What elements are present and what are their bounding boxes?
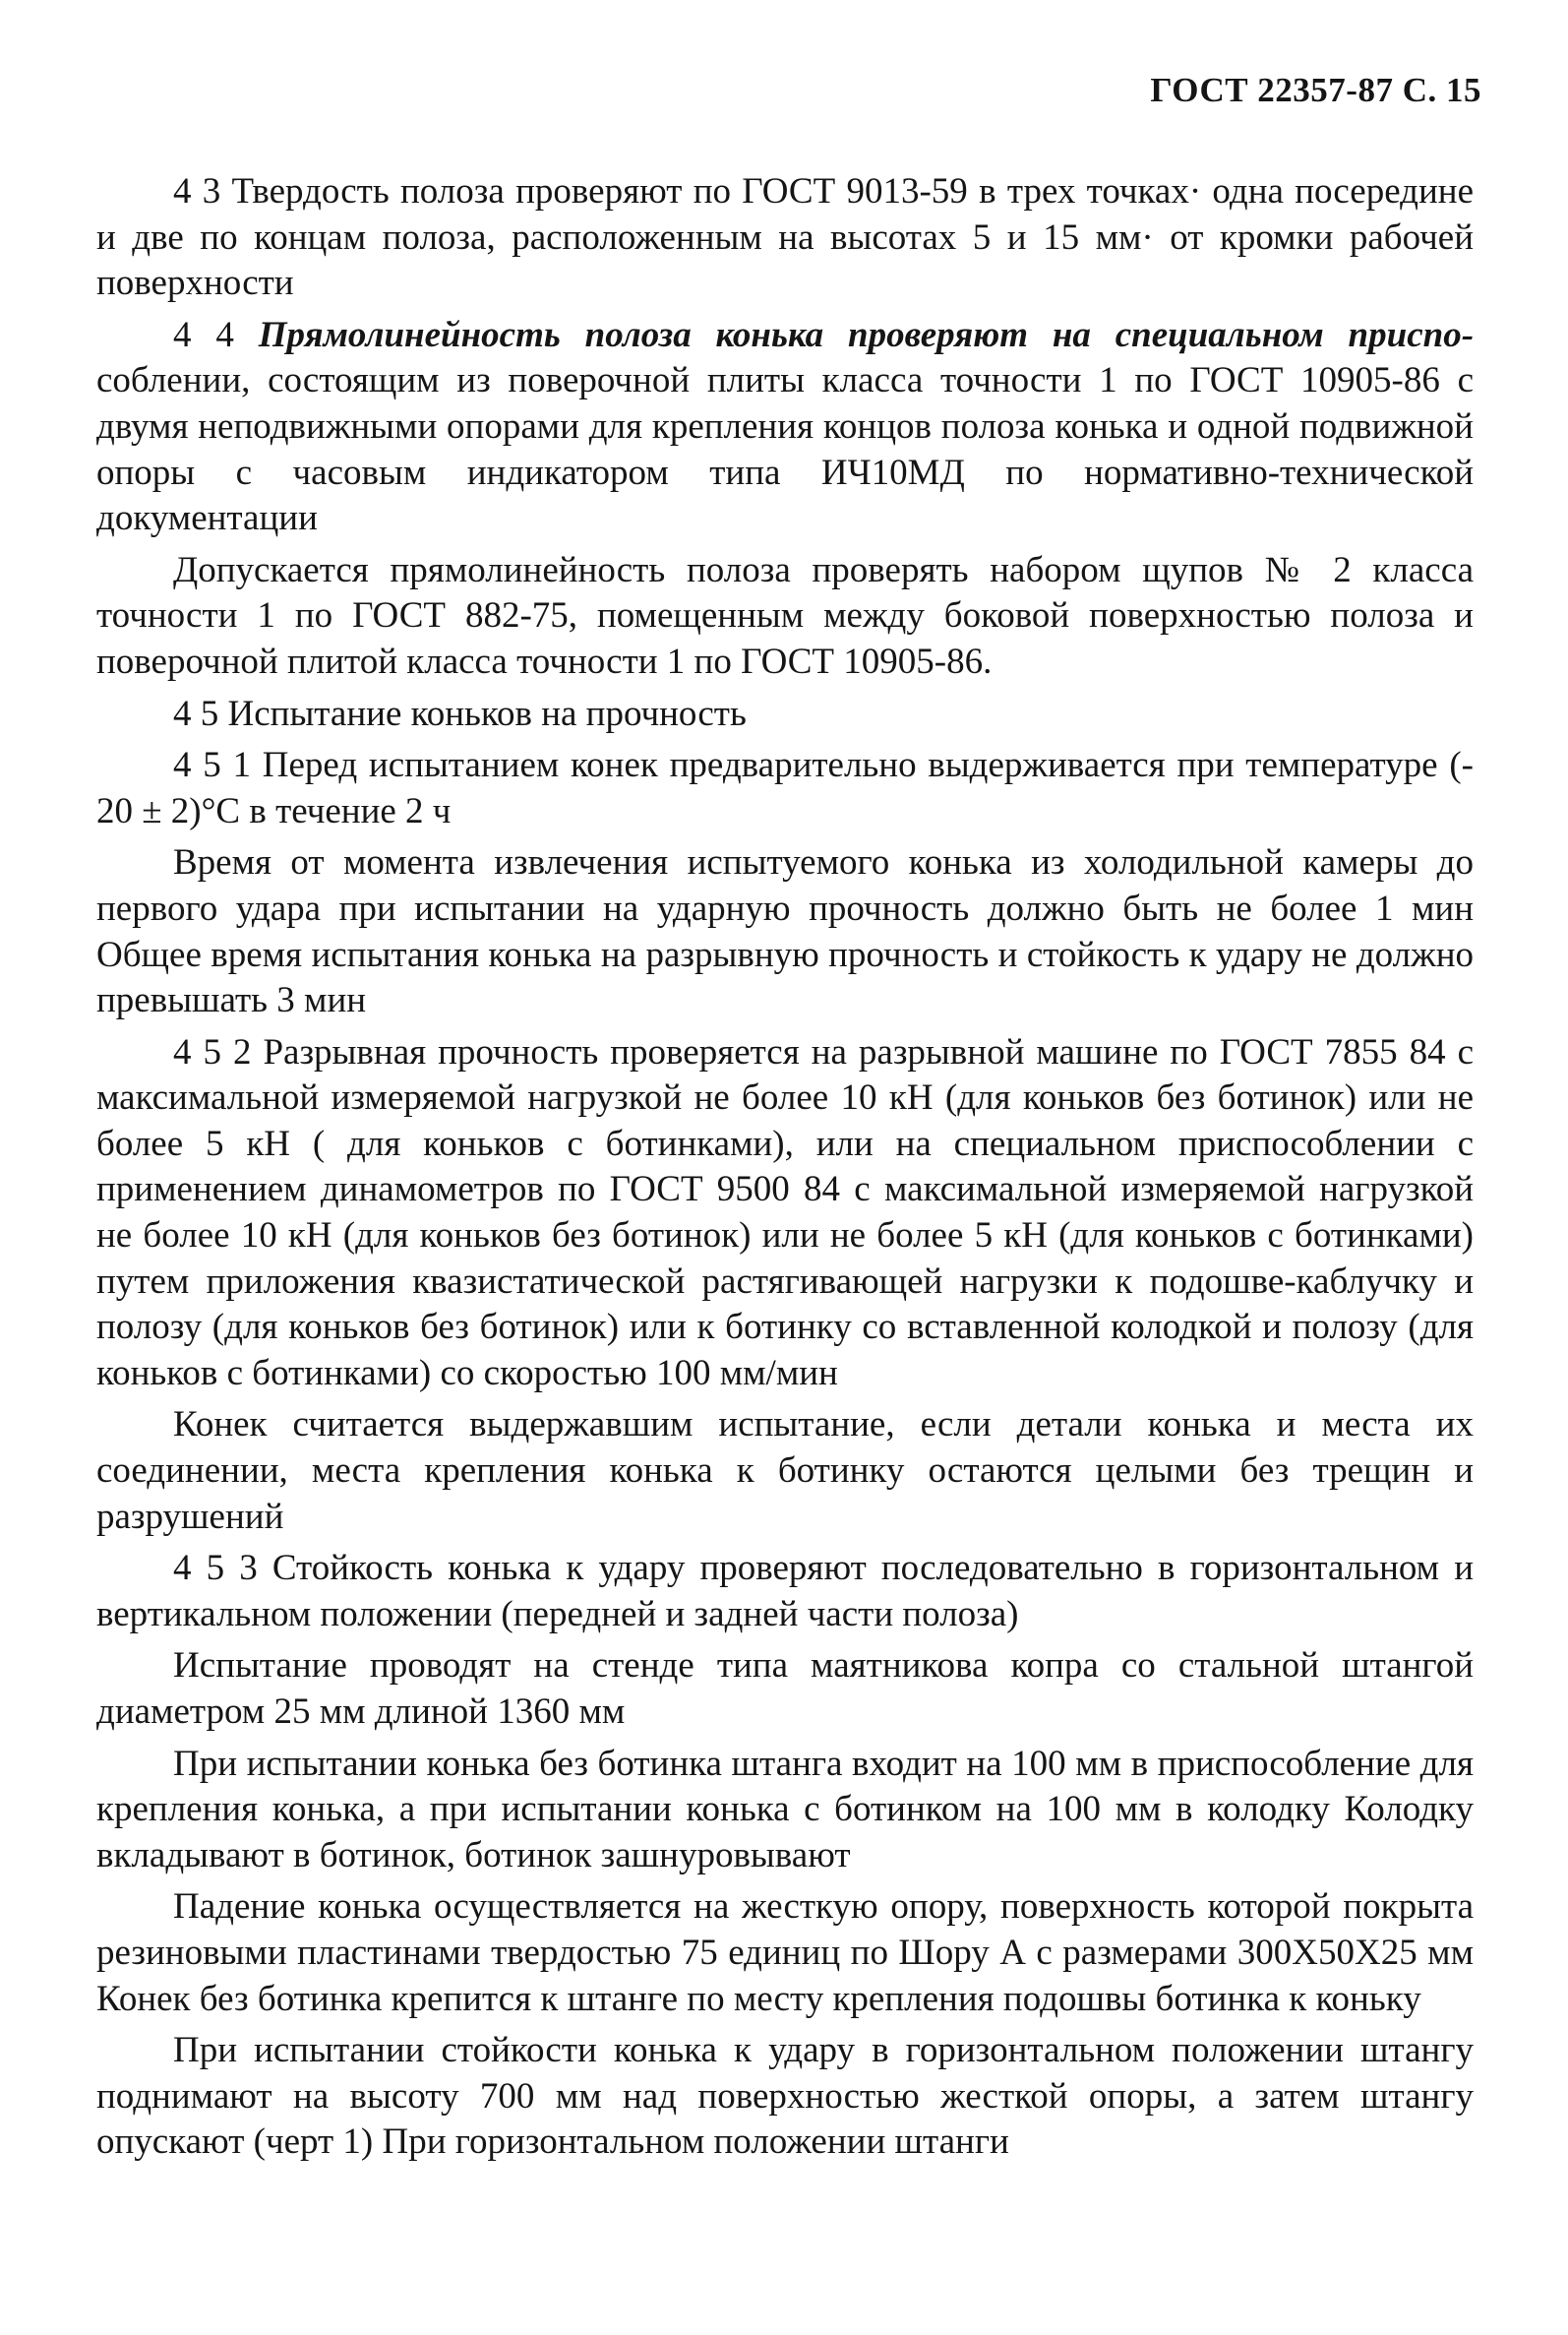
paragraph-4-5-3-boot: При испытании конька без ботинка штанга входит на 100 мм в приспособление для крепления конька, а при испытании конька с ботинком на 100 мм в колодку Колодку вкладывают в ботинок, ботинок зашнуровывают — [96, 1743, 1474, 1875]
paragraph-4-5-3-horizontal: При испытании стойкости конька к удару в горизонтальном положении штангу поднимают на высоту 700 мм над поверхностью жесткой опоры, а затем штангу опускают (черт 1) При горизонтальном положении штанги — [96, 2030, 1474, 2163]
paragraph-4-5-2-result: Конек считается выдержавшим испытание, если детали конька и места их соединении, места крепления конька к ботинку остаются целыми без трещин и разрушений — [96, 1404, 1474, 1537]
paragraph-4-5-3-stand: Испытание проводят на стенде типа маятникова копра со стальной штангой диаметром 25 мм длиной 1360 мм — [96, 1645, 1474, 1732]
paragraph-4-5-2: 4 5 2 Разрывная прочность проверяется на разрывной машине по ГОСТ 7855 84 с максимальной измеряемой нагрузкой не более 10 кН (для коньков без ботинок) или не более 5 кН ( для коньков с ботинками), или на специальном приспособлении с применением динамометров по ГОСТ 9500 84 с максимальной измеряемой нагрузкой не более 10 кН (для коньков без ботинок) или не более 5 кН (для коньков с ботинками) путем приложения квазистатической растягивающей нагрузки к подошве-каблучку и полозу (для коньков без ботинок) или к ботинку со вставленной колодкой и полозу (для коньков с ботинками) со скоростью 100 мм/мин — [96, 1031, 1474, 1393]
paragraph-4-5-1-time: Время от момента извлечения испытуемого конька из холодильной камеры до первого удара при испытании на ударную прочность должно быть не более 1 мин Общее время испытания конька на разрывную прочность и стойкость к удару не должно превышать 3 мин — [96, 842, 1474, 1021]
paragraph-4-4-text: соблении, состоящим из поверочной плиты класса точности 1 по ГОСТ 10905-86 с двумя неподвижными опорами для крепления концов полоза конька и одной подвижной опоры с часовым индикатором типа ИЧ10МД по нормативно-технической документации — [96, 360, 1474, 539]
paragraph-4-3: 4 3 Твердость полоза проверяют по ГОСТ 9013-59 в трех точках· одна посередине и две по концам полоза, расположенным на высотах 5 и 15 мм· от кромки рабочей поверхности — [96, 171, 1474, 304]
paragraph-4-4-allowed: Допускается прямолинейность полоза проверять набором щупов № 2 класса точности 1 по ГОСТ 882-75, помещенным между боковой поверхностью полоза и поверочной плитой класса точности 1 по ГОСТ 10905-86. — [96, 549, 1474, 682]
body-text — [96, 169, 1474, 2172]
page-header: ГОСТ 22357-87 С. 15 — [1150, 71, 1481, 109]
paragraph-4-4-number: 4 4 — [173, 314, 259, 355]
paragraph-4-5-1: 4 5 1 Перед испытанием конек предварительно выдерживается при температуре (- 20 ± 2)°С в течение 2 ч — [96, 745, 1474, 831]
paragraph-4-5: 4 5 Испытание коньков на прочность — [173, 693, 747, 734]
paragraph-4-4 — [96, 313, 1474, 542]
paragraph-4-5-3-fall: Падение конька осуществляется на жесткую опору, поверхность которой покрыта резиновыми пластинами твердостью 75 единиц по Шору А с размерами 300Х50Х25 мм Конек без ботинка крепится к штанге по месту крепления подошвы ботинка к коньку — [96, 1886, 1474, 2019]
paragraph-4-5-3: 4 5 3 Стойкость конька к удару проверяют последовательно в горизонтальном и вертикальном положении (передней и задней части полоза) — [96, 1548, 1474, 1634]
paragraph-4-4-emphasis: Прямолинейность полоза конька проверяют на специальном приспо- — [258, 314, 1475, 355]
